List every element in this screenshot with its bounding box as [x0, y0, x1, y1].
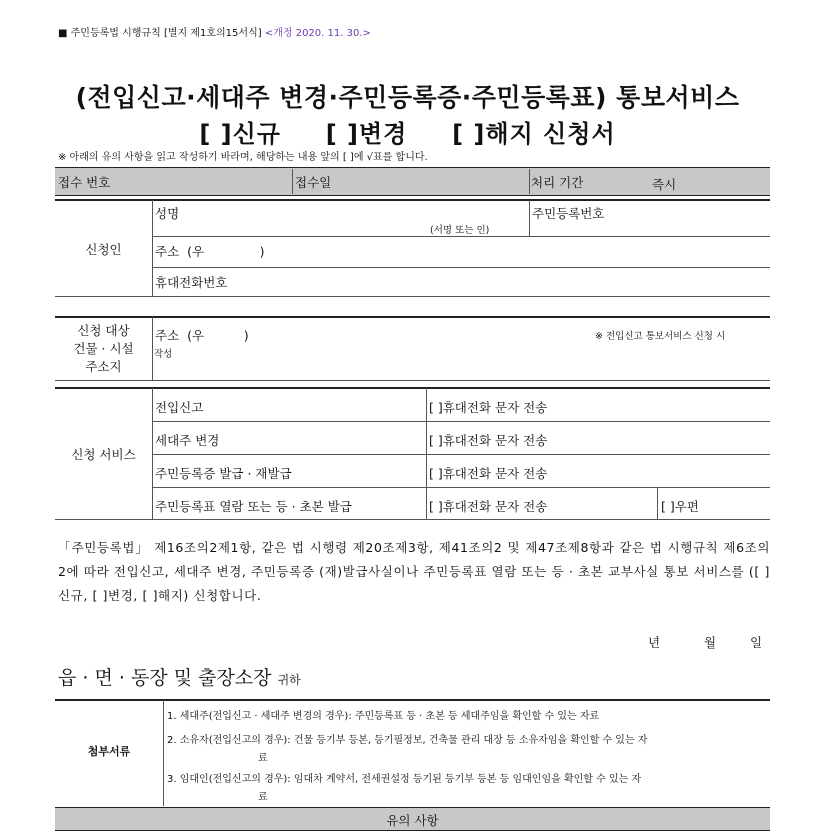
attachments-label: 첨부서류 [87, 745, 131, 758]
divider [163, 700, 164, 806]
services-section-label: 신청 서비스 [71, 447, 136, 462]
signature-hint: (서명 또는 인) [430, 225, 490, 236]
attachment-item-3-continued: 료 [258, 792, 268, 803]
attachment-item-2: 2. 소유자(전입신고의 경우): 건물 등기부 등본, 등기필정보, 건축물 관리 대장 등 소유자임을 확인할 수 있는 자 [167, 735, 648, 746]
date-year: 년 [648, 635, 661, 650]
divider [152, 454, 770, 455]
service-id-card: 주민등록증 발급 · 재발급 [155, 466, 292, 481]
sms-option-checkbox[interactable]: [ ]휴대전화 문자 전송 [429, 466, 548, 481]
divider [292, 169, 293, 194]
divider [55, 296, 770, 297]
sms-option-checkbox[interactable]: [ ]휴대전화 문자 전송 [429, 433, 548, 448]
date-month: 월 [704, 635, 717, 650]
divider [55, 387, 770, 389]
divider [529, 169, 530, 194]
receipt-date-label: 접수일 [295, 175, 332, 190]
mail-option-checkbox[interactable]: [ ]우편 [661, 499, 699, 514]
target-label-line: 주소지 [85, 359, 122, 374]
form-subtitle [0, 114, 815, 149]
service-head-change: 세대주 변경 [155, 433, 220, 448]
revision-date: <개정 2020. 11. 30.> [264, 28, 371, 39]
square-bullet-icon: ■ [58, 28, 68, 39]
divider [152, 267, 770, 268]
applicant-section-label: 신청인 [85, 242, 122, 257]
name-label: 성명 [155, 206, 180, 221]
divider [152, 421, 770, 422]
form-regulation-header [58, 24, 371, 39]
divider [55, 519, 770, 520]
mobile-phone-label: 휴대전화번호 [155, 275, 228, 290]
sms-option-checkbox[interactable]: [ ]휴대전화 문자 전송 [429, 499, 548, 514]
service-move-in: 전입신고 [155, 400, 204, 415]
divider [55, 380, 770, 381]
regulation-text: 주민등록법 시행규칙 [별지 제1호의15서식] [70, 28, 262, 39]
instruction-note: ※ 아래의 유의 사항을 읽고 작성하기 바라며, 해당하는 내용 앞의 [ ]에 √표를 합니다. [58, 152, 428, 163]
receipt-number-label: 접수 번호 [58, 175, 111, 190]
notes-header: 유의 사항 [386, 813, 439, 828]
divider [152, 487, 770, 488]
option-new[interactable]: [ ]신규 [199, 120, 281, 148]
target-section-label [55, 322, 152, 376]
target-note-continued: 작성 [154, 349, 173, 360]
date-day: 일 [750, 635, 763, 650]
option-change[interactable]: [ ]변경 [325, 120, 408, 148]
target-address-label: 주소 (우 ) [155, 328, 249, 343]
sms-option-checkbox[interactable]: [ ]휴대전화 문자 전송 [429, 400, 548, 415]
target-label-line: 신청 대상 [77, 323, 130, 338]
divider [529, 200, 530, 236]
application-statement: 「주민등록법」 제16조의2제1항, 같은 법 시행령 제20조제3항, 제41조의2 및 제47조제8항과 같은 법 시행규칙 제6조의2에 따라 전입신고, 세대주 변경, 주민등록증 (재)발급사실이나 주민등록표 열람 또는 등 · 초본 교부사실 통보 서비스를 ([ ]신규, [ ]변경, [ ]해지) 신청합니다. [58, 540, 770, 603]
divider [657, 488, 658, 519]
applicant-address-label: 주소 (우 ) [155, 244, 265, 259]
processing-period-value: 즉시 [652, 177, 677, 192]
attachment-item-1: 1. 세대주(전입신고 · 세대주 변경의 경우): 주민등록표 등 · 초본 등 세대주임을 확인할 수 있는 자료 [167, 711, 600, 722]
form-title: (전입신고·세대주 변경·주민등록증·주민등록표) 통보서비스 [75, 83, 740, 112]
divider [55, 316, 770, 318]
recipient-office [58, 663, 301, 690]
attachment-item-3: 3. 임대인(전입신고의 경우): 임대차 계약서, 전세권설정 등기된 등기부 등본 등 임대인임을 확인할 수 있는 자 [167, 774, 642, 785]
honorific-suffix: 귀하 [277, 673, 301, 687]
service-register-copy: 주민등록표 열람 또는 등 · 초본 발급 [155, 499, 352, 514]
divider [55, 199, 770, 201]
divider [152, 200, 153, 296]
attachment-item-2-continued: 료 [258, 753, 268, 764]
receipt-bar [55, 167, 770, 196]
processing-period-label: 처리 기간 [531, 175, 584, 190]
divider [152, 236, 770, 237]
option-cancel[interactable]: [ ]해지 신청서 [452, 120, 616, 148]
target-note: ※ 전입신고 통보서비스 신청 시 [595, 331, 726, 342]
divider [152, 317, 153, 380]
office-name: 읍 · 면 · 동장 및 출장소장 [58, 667, 272, 689]
resident-number-label: 주민등록번호 [532, 206, 605, 221]
notes-header-bar [55, 807, 770, 831]
target-label-line: 건물 · 시설 [73, 341, 134, 356]
